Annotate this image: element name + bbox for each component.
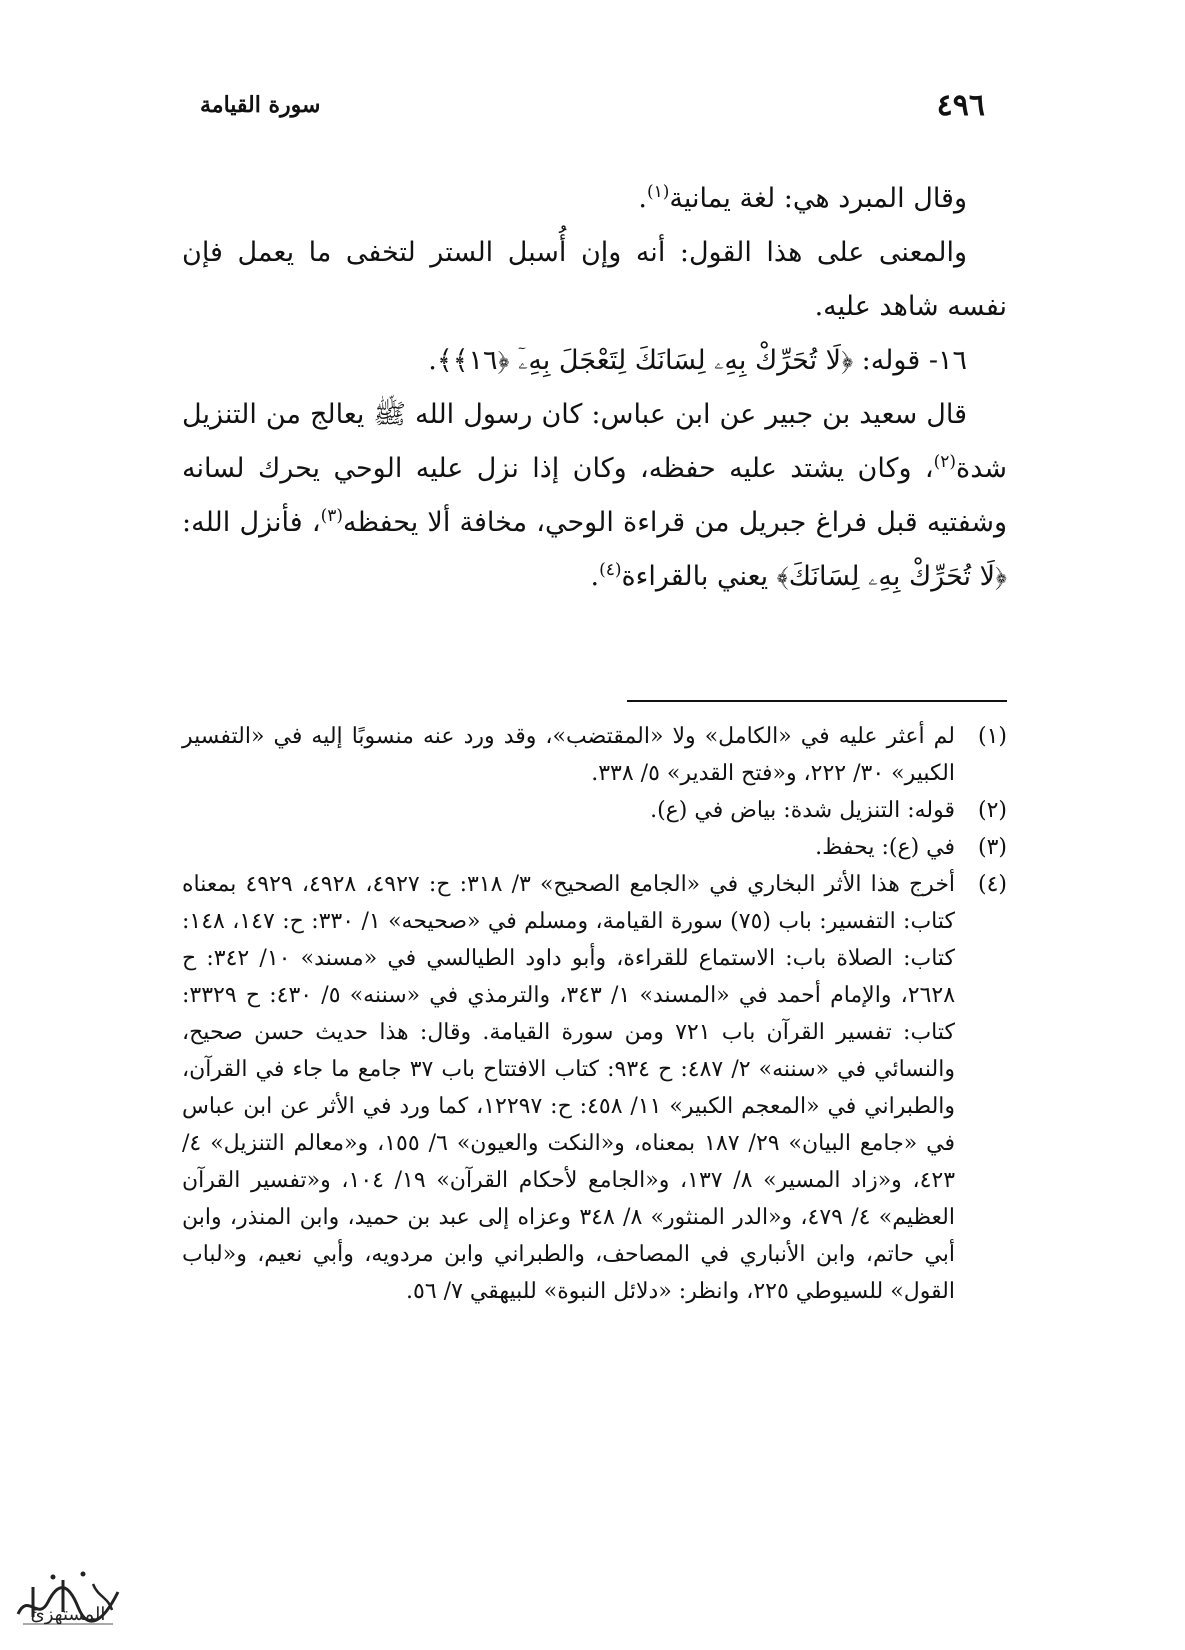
verse-number-label: ١٦- قوله: <box>853 345 967 376</box>
footnote-number: (٢) <box>977 798 1007 823</box>
paragraph-4-text-b: ، وكان يشتد عليه حفظه، وكان إذا نزل عليه الوحي يحرك لسانه وشفتيه قبل فراغ جبريل من قراءة الوحي، مخافة ألا يحفظه <box>182 453 1008 538</box>
footnote-3 <box>182 829 1007 866</box>
paragraph-2: والمعنى على هذا القول: أنه وإن أُسبل الستر لتخفى ما يعمل فإن نفسه شاهد عليه. <box>182 237 1007 322</box>
quran-quote: ﴿لَا تُحَرِّكْ بِهِۦ لِسَانَكَ﴾ <box>776 561 1007 592</box>
paragraph-4-end: . <box>590 561 600 592</box>
footnote-text: في (ع): يحفظ. <box>815 835 955 860</box>
quran-verse-16: ﴿لَا تُحَرِّكْ بِهِۦ لِسَانَكَ لِتَعْجَلَ بِهِۦٓ ﴿١٦﴾﴾ <box>436 345 854 376</box>
footnote-number: (٤) <box>977 872 1007 897</box>
footnote-ref-1[interactable]: (١) <box>646 182 670 202</box>
footnote-number: (٣) <box>977 835 1007 860</box>
footnote-text: قوله: التنزيل شدة: بياض في (ع). <box>650 798 955 823</box>
paragraph-4-text-a: قال سعيد بن جبير عن ابن عباس: كان رسول الله ﷺ يعالج من التنزيل شدة <box>182 399 1007 484</box>
footnote-2 <box>182 792 1007 829</box>
main-text <box>182 172 1007 604</box>
footnote-divider <box>627 700 1007 702</box>
paragraph-1-text: وقال المبرد هي: لغة يمانية <box>669 183 967 214</box>
footnotes-section <box>182 718 1007 1310</box>
watermark-logo-svg <box>8 1562 128 1632</box>
paragraph-1 <box>182 172 1007 226</box>
footnote-number: (١) <box>977 724 1007 749</box>
paragraph-4-text-d: يعني بالقراءة <box>621 561 777 592</box>
footnote-4 <box>182 866 1007 1310</box>
paragraph-3-end: . <box>428 345 437 376</box>
page-number: ٤٩٦ <box>936 88 985 123</box>
footnote-text: لم أعثر عليه في «الكامل» ولا «المقتضب»، وقد ورد عنه منسوبًا إليه في «التفسير الكبير» ٣٠/ ٢٢٢، و«فتح القدير» ٥/ ٣٣٨. <box>182 724 955 786</box>
footnote-1 <box>182 718 1007 792</box>
surah-title: سورة القيامة <box>200 92 321 118</box>
paragraph-1-end: . <box>638 183 647 214</box>
footnote-ref-2[interactable]: (٢) <box>933 452 957 472</box>
footnote-ref-4[interactable]: (٤) <box>599 560 622 580</box>
footnote-ref-3[interactable]: (٣) <box>320 506 343 526</box>
running-header <box>200 88 985 128</box>
paragraph-4 <box>182 388 1007 604</box>
paragraph-3 <box>182 334 1007 388</box>
footnote-text: أخرج هذا الأثر البخاري في «الجامع الصحيح» ٣/ ٣١٨: ح: ٤٩٢٧، ٤٩٢٨، ٤٩٢٩ بمعناه كتاب: التفسير: باب (٧٥) سورة القيامة، ومسلم في «صحيحه» ١/ ٣٣٠: ح: ١٤٧، ١٤٨: كتاب: الصلاة باب: الاستماع للقراءة، وأبو داود الطيالسي في «مسند» ١٠/ ٣٤٢: ح ٢٦٢٨، والإمام أحمد في «المسند» ١/ ٣٤٣، والترمذي في «سننه» ٥/ ٤٣٠: ح ٣٣٢٩: كتاب: تفسير القرآن باب ٧٢١ ومن سورة القيامة. وقال: هذا حديث حسن صحيح، والنسائي في «سننه» ٢/ ٤٨٧: ح ٩٣٤: كتاب الافتتاح باب ٣٧ جامع ما جاء في القرآن، والطبراني في «المعجم الكبير» ١١/ ٤٥٨: ح: ١٢٢٩٧، كما ورد في الأثر عن ابن عباس في «جامع البيان» ٢٩/ ١٨٧ بمعناه، و«النكت والعيون» ٦/ ١٥٥، و«معالم التنزيل» ٤/ ٤٢٣، و«زاد المسير» ٨/ ١٣٧، و«الجامع لأحكام القرآن» ١٩/ ١٠٤، و«تفسير القرآن العظيم» ٤/ ٤٧٩، و«الدر المنثور» ٨/ ٣٤٨ وعزاه إلى عبد بن حميد، وابن المنذر، وابن أبي حاتم، وابن الأنباري في المصاحف، والطبراني وابن مردويه، وأبي نعيم، و«لباب القول» للسيوطي ٢٢٥، وانظر: «دلائل النبوة» للبيهقي ٧/ ٥٦. <box>182 872 956 1304</box>
paragraph-4-text-c: ، فأنزل الله: <box>182 507 321 538</box>
watermark-text: المستهزئ <box>30 1604 106 1625</box>
calligraphy-logo-icon <box>8 1562 128 1632</box>
